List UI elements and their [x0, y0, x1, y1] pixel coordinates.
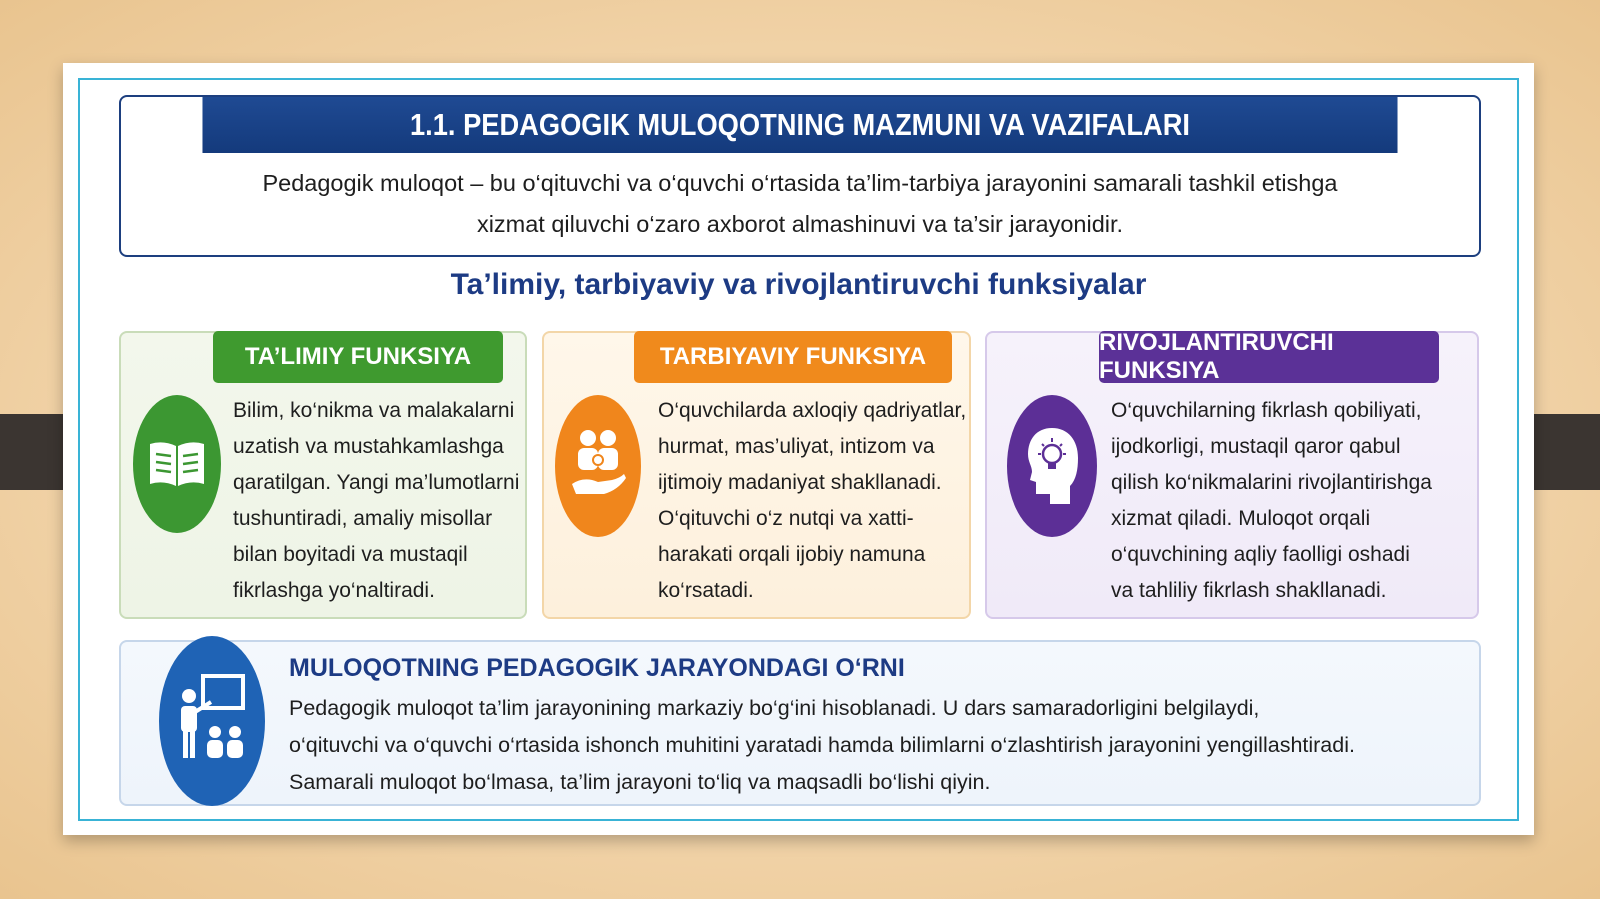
role-section — [119, 640, 1481, 806]
slide — [63, 63, 1534, 835]
definition-line-2: xizmat qiluvchi o‘zaro axborot almashinuvi va ta’sir jarayonidir. — [476, 211, 1124, 237]
family-hand-icon — [555, 395, 641, 537]
title-box — [119, 95, 1481, 257]
book-icon — [133, 395, 221, 533]
section-title: MULOQOTNING PEDAGOGIK JARAYONDAGI O‘RNI — [289, 654, 905, 682]
card-text: O‘quvchilarda axloqiy qadriyatlar, hurmat, mas’uliyat, intizom va ijtimoiy madaniyat shakllanadi. O‘qituvchi o‘z nutqi va xatti- harakati orqali ijobiy namuna ko‘rsatadi. — [658, 399, 967, 602]
card-label: RIVOJLANTIRUVCHI FUNKSIYA — [1099, 331, 1439, 383]
page-title: 1.1. PEDAGOGIK MULOQOTNING MAZMUNI VA VAZIFALARI — [202, 97, 1397, 153]
teacher-board-icon — [159, 636, 265, 806]
section-text: Pedagogik muloqot ta’lim jarayonining markaziy bo‘g‘ini hisoblanadi. U dars samaradorligini belgilaydi, o‘qituvchi va o‘quvchi o‘rtasida ishonch muhitini yaratadi hamda bilimlarni o‘zlashtirish jarayonini yengillashtiradi. Samarali muloqot bo‘lmasa, ta’lim jarayoni to‘liq va maqsadli bo‘lishi qiyin. — [289, 696, 1355, 794]
card-talimiy — [119, 331, 527, 619]
card-label: TA’LIMIY FUNKSIYA — [213, 331, 503, 383]
card-tarbiyaviy — [542, 331, 971, 619]
card-text: O‘quvchilarning fikrlash qobiliyati, ijodkorligi, mustaqil qaror qabul qilish ko‘nikmalarini rivojlantirishga xizmat qiladi. Muloqot orqali o‘quvchining aqliy faolligi oshadi va tahliliy fikrlash shakllanadi. — [1111, 399, 1432, 602]
card-text: Bilim, ko‘nikma va malakalarni uzatish va mustahkamlashga qaratilgan. Yangi ma’lumotlarni tushuntiradi, amaliy misollar bilan boyitadi va mustaqil fikrlashga yo‘naltiradi. — [233, 399, 520, 602]
head-lightbulb-icon — [1007, 395, 1097, 537]
card-rivojlantiruvchi — [985, 331, 1479, 619]
definition — [121, 153, 1479, 245]
subheading: Ta’limiy, tarbiyaviy va rivojlantiruvchi funksiyalar — [450, 268, 1147, 301]
card-label: TARBIYAVIY FUNKSIYA — [634, 331, 952, 383]
definition-line-1: Pedagogik muloqot – bu o‘qituvchi va o‘quvchi o‘rtasida ta’lim-tarbiya jarayonini samarali tashkil etishga — [262, 170, 1338, 196]
